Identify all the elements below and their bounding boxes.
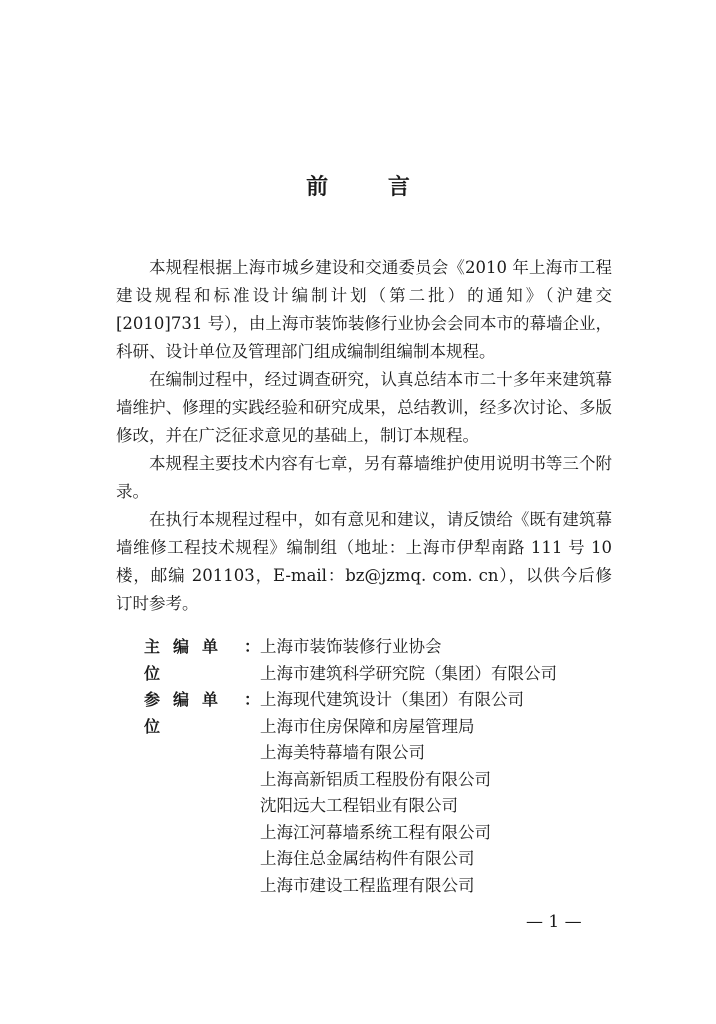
page-title: 前 言 bbox=[306, 175, 436, 200]
label-colon: ： bbox=[243, 690, 260, 709]
unit-name: 上海市住房保障和房屋管理局 bbox=[260, 716, 475, 736]
preface-body bbox=[116, 254, 612, 618]
paragraph: 在编制过程中，经过调查研究，认真总结本市二十多年来建筑幕墙维护、修理的实践经验和研究成果，总结教训，经多次讨论、多版修改，并在广泛征求意见的基础上，制订本规程。 bbox=[116, 370, 612, 445]
unit-name: 上海美特幕墙有限公司 bbox=[260, 743, 425, 762]
unit-name: 上海现代建筑设计（集团）有限公司 bbox=[260, 690, 524, 709]
page-number: — 1 — bbox=[526, 912, 582, 932]
paragraph: 在执行本规程过程中，如有意见和建议，请反馈给《既有建筑幕墙维修工程技术规程》编制组（地址：上海市伊犁南路 111 号 10 楼，邮编 201103，E-mail：bz@jzmq. com. cn），以供今后修订时参考。 bbox=[116, 510, 612, 613]
unit-name: 上海住总金属结构件有限公司 bbox=[260, 849, 475, 868]
chief-units-names bbox=[260, 634, 557, 687]
unit-name: 上海市建设工程监理有限公司 bbox=[260, 875, 475, 895]
unit-name: 上海市建筑科学研究院（集团）有限公司 bbox=[260, 663, 557, 683]
unit-name: 上海市装饰装修行业协会 bbox=[260, 637, 442, 656]
paragraph: 本规程根据上海市城乡建设和交通委员会《2010 年上海市工程建设规程和标准设计编制计划（第二批）的通知》（沪建交[2010]731 号），由上海市装饰装修行业协会会同本市的幕墙企业，科研、设计单位及管理部门组成编制组编制本规程。 bbox=[116, 258, 612, 361]
participating-units-names bbox=[260, 687, 524, 899]
participating-units-label: 参编单位 bbox=[144, 690, 232, 736]
unit-name: 沈阳远大工程铝业有限公司 bbox=[260, 796, 458, 815]
paragraph: 本规程主要技术内容有七章，另有幕墙维护使用说明书等三个附录。 bbox=[116, 454, 612, 501]
label-colon: ： bbox=[243, 637, 260, 656]
chief-units-label: 主编单位 bbox=[144, 637, 232, 683]
units-list bbox=[144, 634, 604, 899]
participating-units-row bbox=[144, 687, 604, 899]
unit-name: 上海江河幕墙系统工程有限公司 bbox=[260, 822, 491, 842]
chief-units-row bbox=[144, 634, 604, 687]
unit-name: 上海高新铝质工程股份有限公司 bbox=[260, 769, 491, 789]
